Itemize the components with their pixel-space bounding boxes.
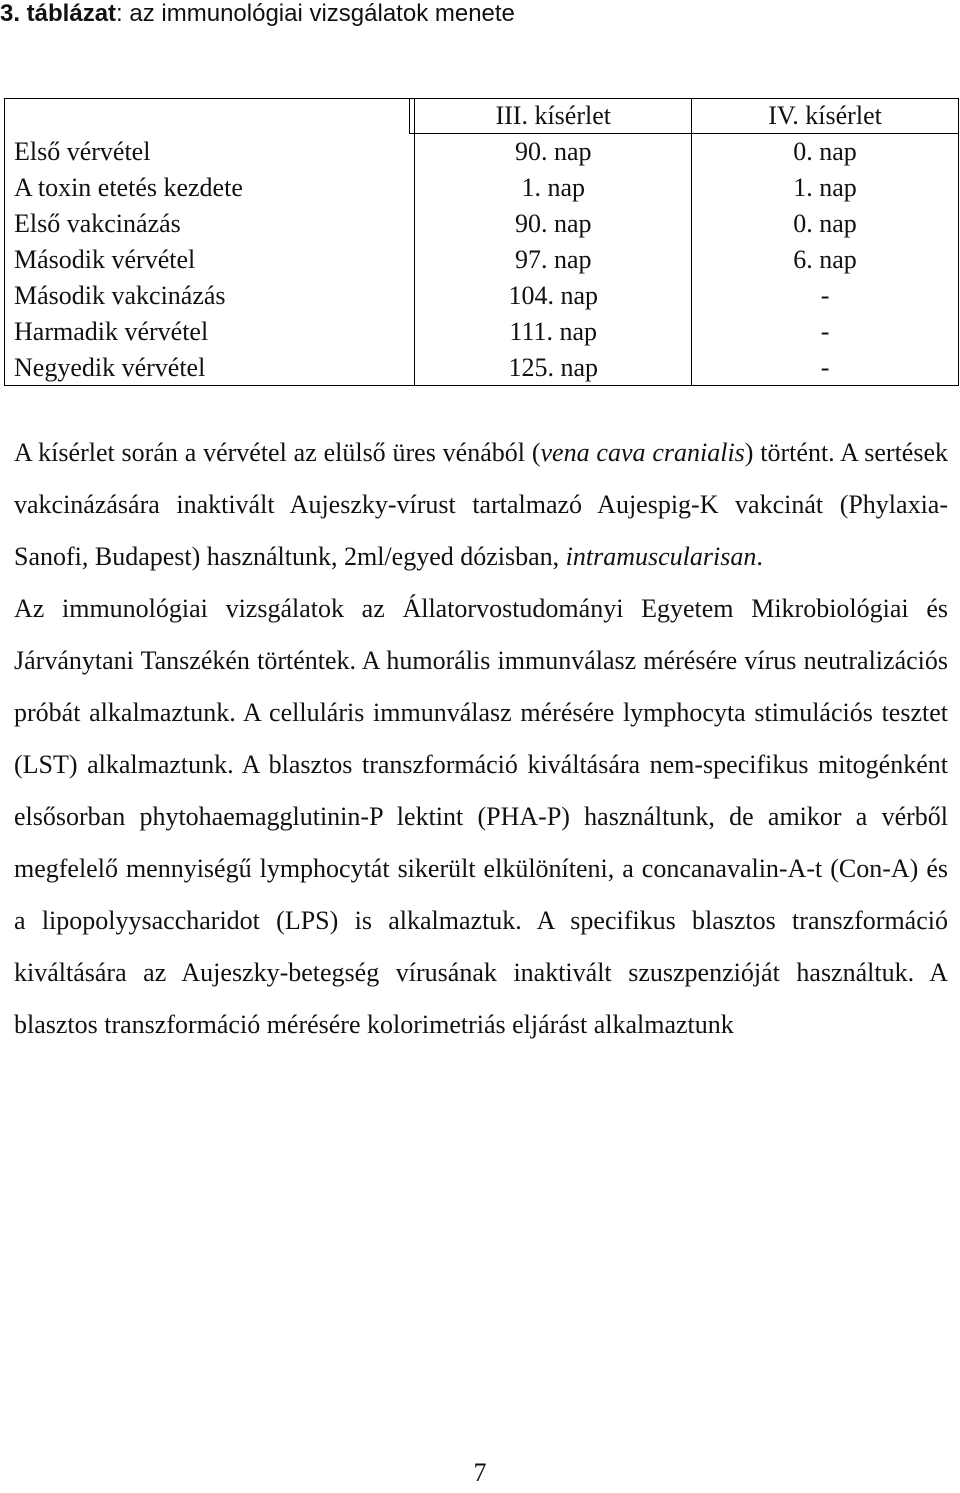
table-row [4, 278, 959, 314]
table-cell: 0. nap [692, 134, 959, 170]
table-row [4, 314, 959, 350]
table-cell: Első vakcinázás [4, 206, 415, 242]
table-cell: 0. nap [692, 206, 959, 242]
table-cell: A toxin etetés kezdete [4, 170, 415, 206]
table-cell: 90. nap [514, 137, 592, 166]
table-row [4, 206, 959, 242]
table-cell: - [692, 278, 959, 314]
paragraph-1-italic: vena cava cranialis [540, 438, 745, 467]
table-cell: 111. nap [509, 317, 598, 346]
experiment-schedule-table [4, 98, 959, 386]
table-cell: 1. nap [521, 173, 585, 202]
table-cell: - [692, 350, 959, 386]
table-cell: 6. nap [692, 242, 959, 278]
table-cell: Második vérvétel [4, 242, 415, 278]
table-cell: 90. nap [514, 209, 592, 238]
table-cell: Harmadik vérvétel [4, 314, 415, 350]
table-cell: Negyedik vérvétel [4, 350, 415, 386]
table-cell: 1. nap [692, 170, 959, 206]
paragraph-1-text: A kísérlet során a vérvétel az elülső üres vénából ( [14, 438, 541, 467]
table-cell: 104. nap [508, 281, 598, 310]
paragraph-1 [14, 427, 948, 583]
table-row [4, 242, 959, 278]
table-header-cell: III. kísérlet [415, 98, 692, 134]
table-header-row [4, 98, 959, 134]
table-cell: - [692, 314, 959, 350]
table-caption [0, 0, 515, 28]
paragraph-1-italic: intramuscularisan [565, 542, 757, 571]
table-cell: Második vakcinázás [4, 278, 415, 314]
paragraph-1-text: . [756, 542, 763, 571]
table-cell: 125. nap [508, 353, 598, 382]
paragraph-1-text: ) történt. A sertések vakcinázására inaktivált Aujeszky-vírust tartalmazó Aujespig-K vakcinát (Phylaxia-Sanofi, Budapest) használtunk, 2ml/egyed dózisban, [14, 438, 948, 571]
table-row [4, 134, 959, 170]
table-row [4, 350, 959, 386]
body-text [14, 427, 948, 1051]
table-caption-label: 3. táblázat [0, 0, 117, 27]
page-number: 7 [473, 1458, 487, 1487]
table-row [4, 170, 959, 206]
table-header-cell: IV. kísérlet [692, 98, 959, 134]
table-cell: Első vérvétel [4, 134, 415, 170]
table-cell: 97. nap [514, 245, 592, 274]
table-header-cell [4, 98, 415, 134]
table-caption-text: : az immunológiai vizsgálatok menete [116, 0, 515, 27]
paragraph-2: Az immunológiai vizsgálatok az Állatorvostudományi Egyetem Mikrobiológiai és Járványtani Tanszékén történtek. A humorális immunválasz mérésére vírus neutralizációs próbát alkalmaztunk. A celluláris immunválasz mérésére lymphocyta stimulációs tesztet (LST) alkalmaztunk. A blasztos transzformáció kiváltására nem-specifikus mitogénként elsősorban phytohaemagglutinin-P lektint (PHA-P) használtunk, de amikor a vérből megfelelő mennyiségű lymphocytát sikerült elkülöníteni, a concanavalin-A-t (Con-A) és a lipopolyysaccharidot (LPS) is alkalmaztuk. A specifikus blasztos transzformáció kiváltására az Aujeszky-betegség vírusának inaktivált szuszpenzióját használtuk. A blasztos transzformáció mérésére kolorimetriás eljárást alkalmaztunk [14, 594, 948, 1039]
